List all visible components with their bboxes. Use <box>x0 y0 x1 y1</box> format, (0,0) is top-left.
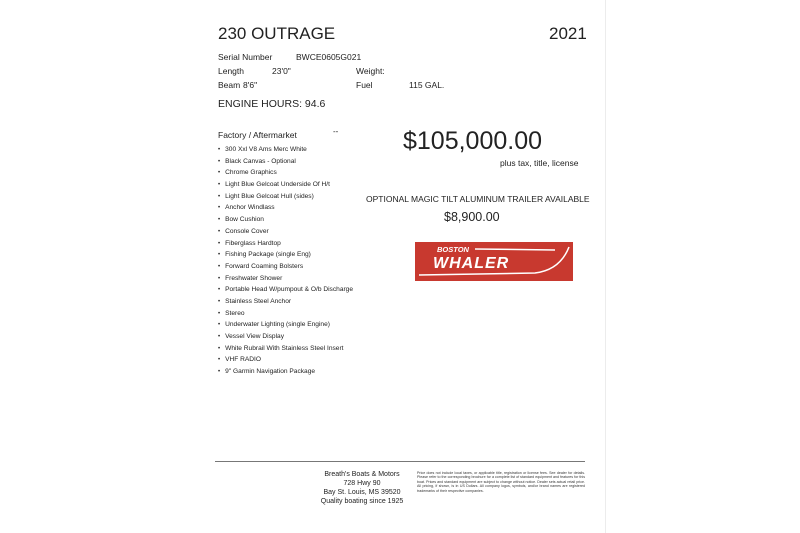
boston-whaler-logo <box>415 242 573 281</box>
page-edge <box>605 0 606 533</box>
feature-item: • Underwater Lighting (single Engine) <box>218 319 353 331</box>
feature-item: • Stainless Steel Anchor <box>218 296 353 308</box>
trailer-offer: OPTIONAL MAGIC TILT ALUMINUM TRAILER AVAILABLE <box>366 194 590 204</box>
fuel-label: Fuel <box>356 80 373 90</box>
logo-line2: WHALER <box>433 255 510 272</box>
length-label: Length <box>218 66 244 76</box>
beam-value: 8'6" <box>243 80 258 90</box>
feature-item: • White Rubrail With Stainless Steel Insert <box>218 343 353 355</box>
serial-label: Serial Number <box>218 52 273 62</box>
fuel-value: 115 GAL. <box>409 80 445 90</box>
feature-item: • Freshwater Shower <box>218 273 353 285</box>
features-dash: -- <box>333 127 339 136</box>
dealer-name: Breath's Boats & Motors <box>324 471 400 478</box>
feature-item: • Anchor Windlass <box>218 202 353 214</box>
boat-model-title: 230 OUTRAGE <box>218 24 336 43</box>
feature-item: • Vessel View Display <box>218 331 353 343</box>
features-list <box>218 144 353 378</box>
feature-item: • VHF RADIO <box>218 354 353 366</box>
feature-item: • Forward Coaming Bolsters <box>218 261 353 273</box>
feature-item: • 9" Garmin Navigation Package <box>218 366 353 378</box>
weight-label: Weight: <box>356 66 385 76</box>
feature-item: • Chrome Graphics <box>218 167 353 179</box>
price-note: plus tax, title, license <box>500 158 579 168</box>
feature-item: • Light Blue Gelcoat Hull (sides) <box>218 191 353 203</box>
feature-item: • Fishing Package (single Eng) <box>218 249 353 261</box>
footer-divider <box>215 461 585 462</box>
dealer-address <box>316 470 408 506</box>
features-heading: Factory / Aftermarket <box>218 130 297 140</box>
feature-item: • Console Cover <box>218 226 353 238</box>
model-year: 2021 <box>549 24 587 43</box>
dealer-tagline: Quality boating since 1925 <box>320 498 404 505</box>
boat-price: $105,000.00 <box>403 127 543 155</box>
feature-item: • Bow Cushion <box>218 214 353 226</box>
logo-line1: BOSTON <box>437 245 469 254</box>
feature-item: • Black Canvas - Optional <box>218 156 353 168</box>
engine-hours: ENGINE HOURS: 94.6 <box>218 98 326 110</box>
serial-value: BWCE0605G021 <box>296 52 362 62</box>
feature-item: • Portable Head W/pumpout & O/b Discharge <box>218 284 353 296</box>
disclaimer: Price does not include local taxes, or applicable title, registration or license fees. See dealer for details. Please refer to the corresponding brochure for a complete list of standard equipment and features for this boat. Prices and standard equipment are subject to change without notice. Dealer sets actual retail price. All pricing, if shown, is in US Dollars. All company logos, symbols, and/or brand names are registered trademarks of their respective companies. <box>417 471 585 493</box>
feature-item: • Light Blue Gelcoat Underside Of H/t <box>218 179 353 191</box>
feature-item: • Stereo <box>218 308 353 320</box>
length-value: 23'0" <box>272 66 291 76</box>
trailer-price: $8,900.00 <box>444 210 500 224</box>
feature-item: • Fiberglass Hardtop <box>218 238 353 250</box>
beam-label: Beam <box>218 80 241 90</box>
feature-item: • 300 Xxl V8 Ams Merc White <box>218 144 353 156</box>
dealer-city: Bay St. Louis, MS 39520 <box>323 489 401 496</box>
dealer-street: 728 Hwy 90 <box>343 480 381 487</box>
